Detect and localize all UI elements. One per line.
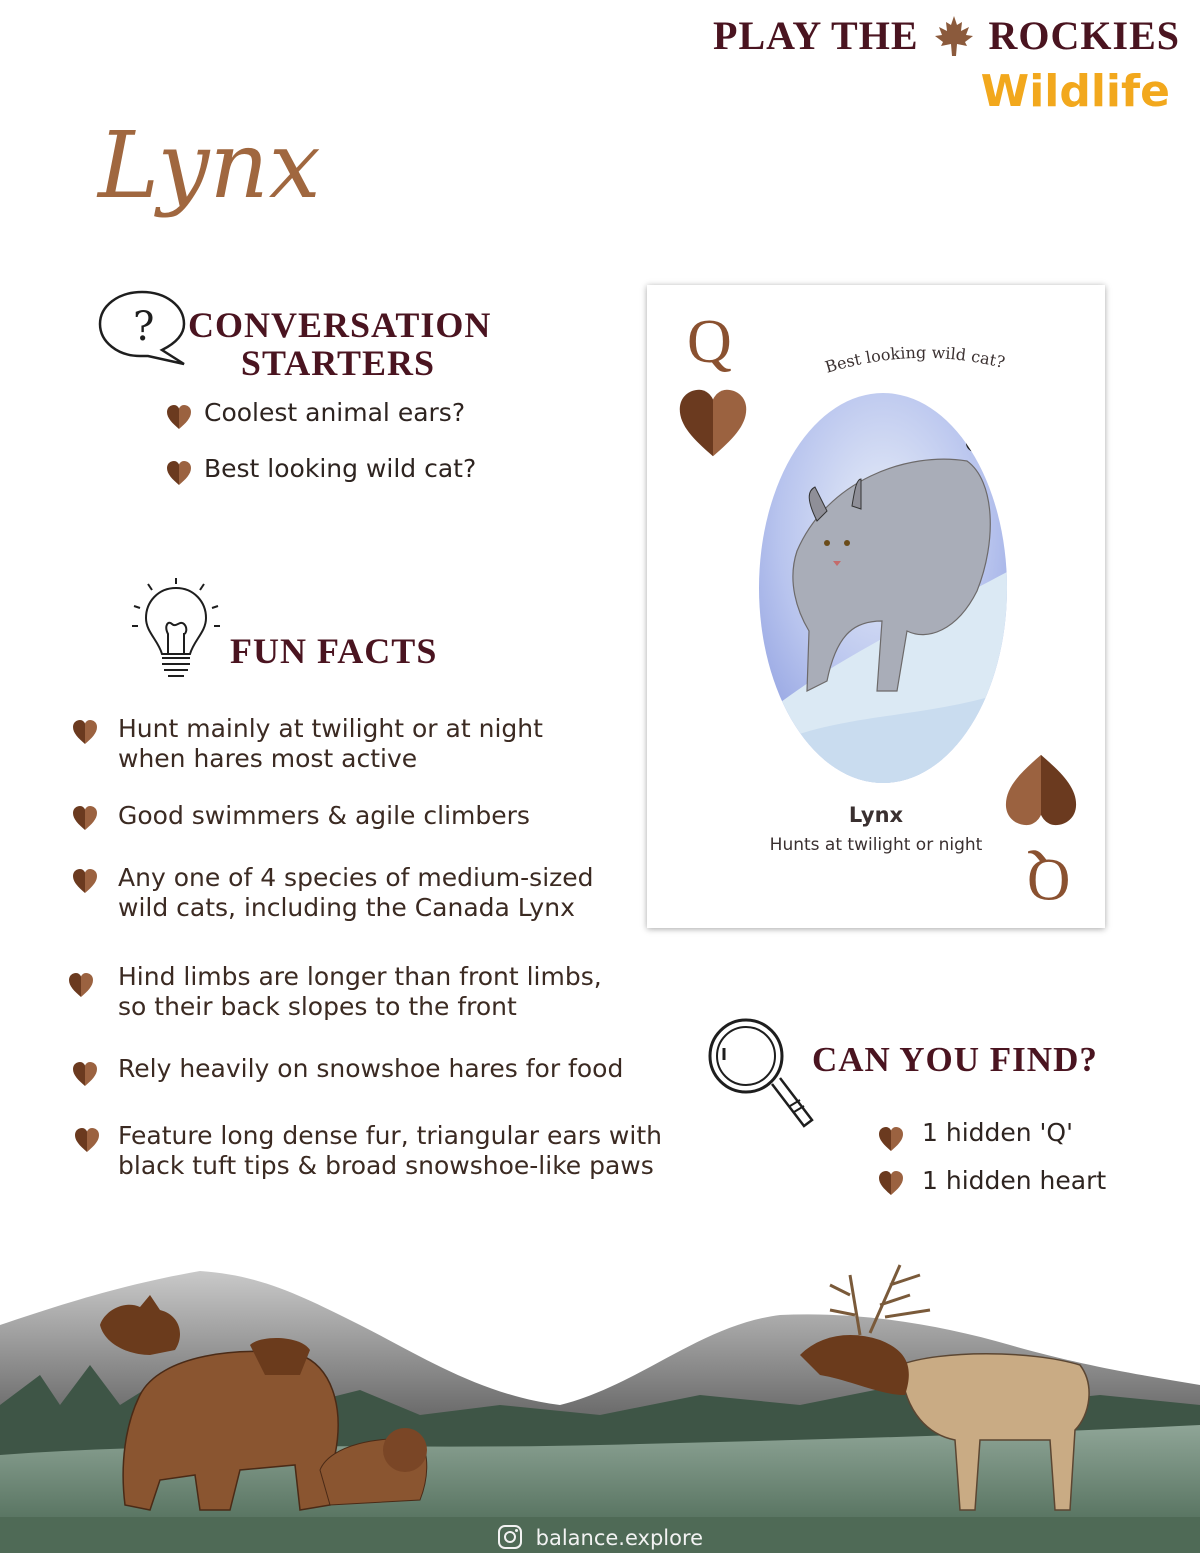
heart-icon: [72, 719, 98, 745]
find-title: CAN YOU FIND?: [812, 1040, 1098, 1079]
card-heart-top-icon: [677, 381, 749, 465]
brand-title: [713, 12, 1180, 59]
magnifying-glass-icon: [704, 1014, 816, 1138]
maple-leaf-icon: [933, 14, 975, 58]
card-rank-top: Q: [687, 308, 732, 376]
list-item-text: when hares most active: [118, 744, 418, 773]
list-item: [166, 454, 476, 510]
footer: [0, 1524, 1200, 1550]
card-subtitle: Hunts at twilight or night: [769, 835, 983, 855]
brand-title-right: ROCKIES: [988, 13, 1180, 58]
card-caption-path: Best looking wild cat?: [822, 342, 1007, 377]
card-caption-text: [823, 343, 1007, 377]
card-name: Lynx: [848, 803, 904, 827]
conversation-title-line1: CONVERSATION: [188, 305, 492, 345]
heart-icon: [72, 805, 98, 831]
mountain-landscape: [0, 1255, 1200, 1525]
heart-icon: [74, 1127, 100, 1153]
fun-facts-title: FUN FACTS: [230, 631, 438, 671]
list-item-text: 1 hidden 'Q': [922, 1118, 1073, 1147]
heart-icon: [166, 460, 192, 486]
list-item-text: Best looking wild cat?: [204, 454, 477, 483]
conversation-title: [188, 305, 492, 383]
list-item-text: Feature long dense fur, triangular ears with: [118, 1121, 662, 1150]
list-item: [878, 1118, 1106, 1166]
heart-icon: [878, 1170, 904, 1196]
list-item: [878, 1166, 1106, 1214]
brand-title-left: PLAY THE: [713, 13, 919, 58]
list-item-text: Good swimmers & agile climbers: [118, 801, 530, 830]
lightbulb-icon: [128, 576, 224, 688]
list-item: [166, 398, 476, 454]
list-item-text: Hind limbs are longer than front limbs,: [118, 962, 602, 991]
animal-title-script: [92, 92, 322, 252]
list-item-text: wild cats, including the Canada Lynx: [118, 893, 575, 922]
brand-subtitle: Wildlife: [980, 66, 1170, 117]
list-item-text: 1 hidden heart: [922, 1166, 1107, 1195]
card-rank-bottom: Q: [1027, 847, 1071, 913]
conversation-title-line2: STARTERS: [240, 343, 436, 383]
speech-bubble-question-icon: [96, 286, 188, 368]
footer-handle[interactable]: balance.explore: [535, 1526, 704, 1550]
list-item-text: Any one of 4 species of medium-sized: [118, 863, 594, 892]
conversation-list: [166, 398, 476, 510]
list-item-text: Rely heavily on snowshoe hares for food: [118, 1054, 624, 1083]
animal-title: Lynx: [98, 112, 321, 219]
playing-card: [647, 285, 1105, 928]
find-list: [878, 1118, 1106, 1214]
list-item-text: black tuft tips & broad snowshoe-like paws: [118, 1151, 654, 1180]
list-item-text: Coolest animal ears?: [204, 398, 466, 427]
list-item-text: Hunt mainly at twilight or at night: [118, 714, 543, 743]
heart-icon: [72, 1061, 98, 1087]
card-caption: [817, 339, 1017, 379]
instagram-icon: [497, 1524, 523, 1550]
heart-icon: [166, 404, 192, 430]
lynx-illustration: [757, 391, 1009, 785]
svg-text:?: ?: [133, 304, 155, 350]
heart-icon: [72, 868, 98, 894]
heart-icon: [878, 1126, 904, 1152]
list-item-text: so their back slopes to the front: [118, 992, 517, 1021]
heart-icon: [68, 972, 94, 998]
